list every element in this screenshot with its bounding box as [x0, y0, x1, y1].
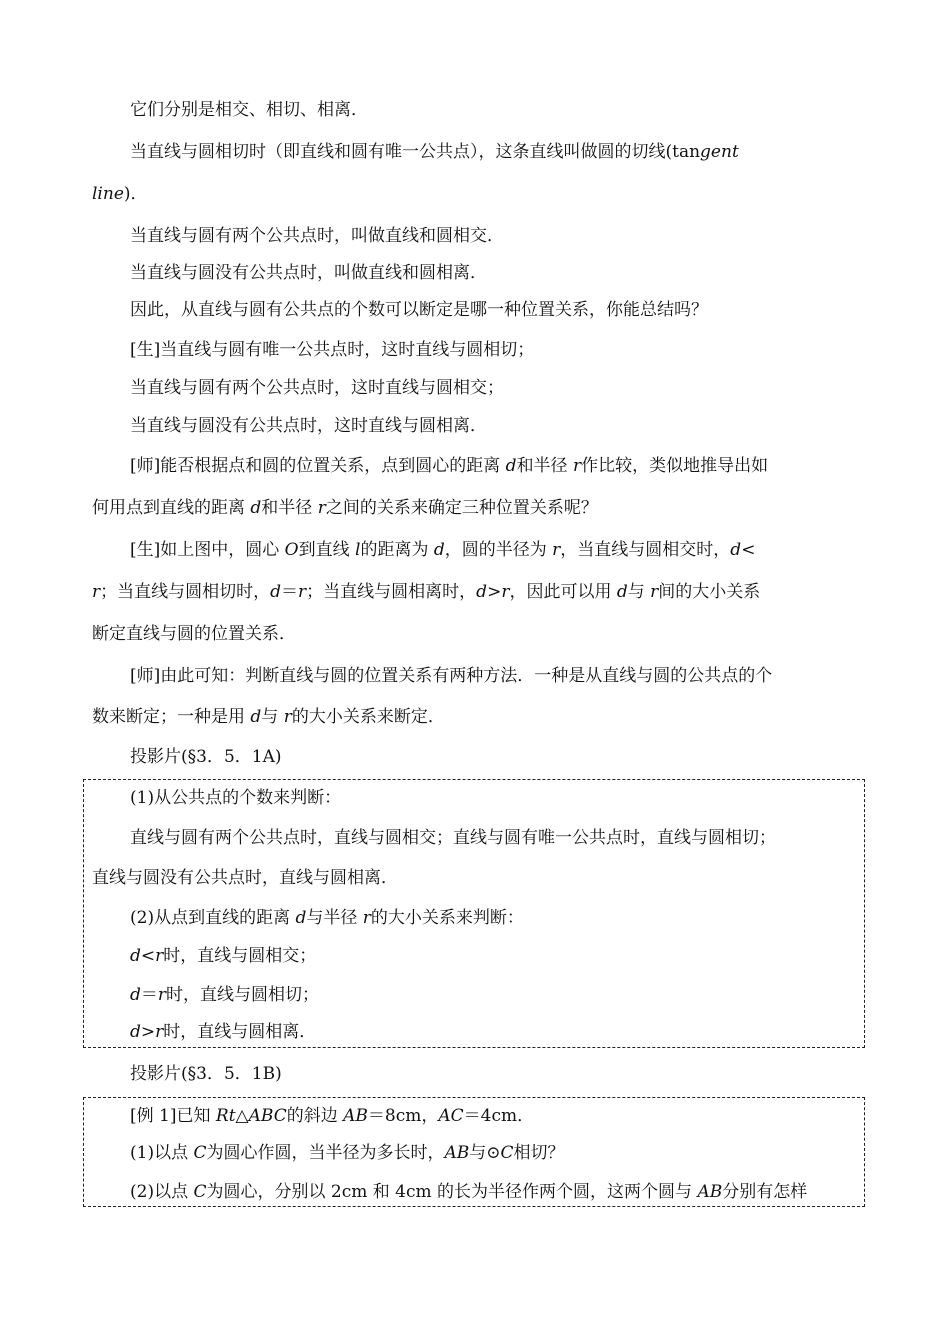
text: 何用点到直线的距离 — [92, 498, 251, 518]
text: 时，直线与圆相离． — [163, 1022, 317, 1042]
text: 和半径 — [261, 498, 318, 518]
paragraph-line — [130, 261, 867, 285]
text: 到直线 — [298, 540, 356, 560]
var-d: d — [730, 540, 742, 560]
var-r: r — [552, 540, 561, 560]
var-r: r — [155, 946, 164, 966]
text: 间的大小关系 — [658, 582, 761, 602]
box-line — [92, 866, 867, 890]
term-italic: C — [500, 1143, 514, 1163]
paragraph-line — [130, 664, 867, 688]
box-line — [130, 983, 867, 1007]
term-italic: AB — [697, 1182, 723, 1202]
term-italic: ABC — [248, 1106, 287, 1126]
text: 分别有怎样 — [722, 1182, 808, 1202]
paragraph-line — [92, 496, 867, 520]
box-line — [130, 786, 867, 810]
text: 和半径 — [516, 456, 573, 476]
paragraph-line — [92, 622, 867, 646]
term-italic: AB — [444, 1143, 470, 1163]
paragraph-line — [130, 298, 867, 322]
var-d: d — [433, 540, 445, 560]
text: 为圆心，分别以 2cm 和 4cm 的长为半径作两个圆，这两个圆与 — [206, 1182, 698, 1202]
text: ，当直线与圆相交时， — [560, 540, 731, 560]
text: 的斜边 — [286, 1106, 344, 1126]
var-o: O — [284, 540, 299, 560]
paragraph-line — [92, 182, 867, 206]
term-italic: AB — [343, 1106, 368, 1126]
text: 的距离为 — [360, 540, 434, 560]
box-line — [130, 906, 867, 930]
text: 当直线与圆没有公共点时，这时直线与圆相离． — [130, 416, 487, 436]
paragraph-line — [130, 376, 867, 400]
text: 直线与圆有两个公共点时，直线与圆相交；直线与圆有唯一公共点时，直线与圆相切； — [130, 828, 776, 848]
box-line — [130, 1141, 867, 1165]
term-italic: C — [193, 1182, 207, 1202]
text: ＝4cm． — [463, 1106, 535, 1126]
var-d: d — [505, 456, 517, 476]
text: [例 1]已知 — [130, 1106, 216, 1126]
symbol: 与⊙ — [469, 1143, 501, 1163]
text: (2)以点 — [130, 1182, 194, 1202]
paragraph-line — [92, 580, 867, 604]
text: 当直线与圆相切时（即直线和圆有唯一公共点），这条直线叫做圆的切线(tan — [130, 142, 701, 162]
text: )． — [123, 184, 148, 204]
box-line — [130, 944, 867, 968]
text: ；当直线与圆相切时， — [100, 582, 271, 602]
term-italic: line — [92, 184, 124, 204]
paragraph-line — [130, 538, 867, 562]
paragraph-line — [130, 454, 867, 478]
text: 与半径 — [306, 908, 363, 928]
var-d: d — [130, 1022, 141, 1042]
text: ，圆的半径为 — [444, 540, 553, 560]
var-r: r — [298, 582, 307, 602]
slide-caption-b — [130, 1062, 867, 1086]
var-d: d — [616, 582, 628, 602]
text: 当直线与圆有两个公共点时，这时直线与圆相交； — [130, 378, 504, 398]
var-d: d — [130, 985, 141, 1005]
text: [生]当直线与圆有唯一公共点时，这时直线与圆相切； — [130, 340, 535, 360]
text: 与 — [627, 582, 651, 602]
paragraph-line — [130, 224, 867, 248]
var-r: r — [362, 908, 371, 928]
box-line — [130, 1104, 867, 1128]
text: 直线与圆没有公共点时，直线与圆相离． — [92, 868, 398, 888]
var-d: d — [270, 582, 282, 602]
var-r: r — [650, 582, 659, 602]
text: 当直线与圆有两个公共点时，叫做直线和圆相交． — [130, 226, 504, 246]
text: [生]如上图中，圆心 — [130, 540, 285, 560]
paragraph-line — [130, 338, 867, 362]
text: 相切？ — [513, 1143, 565, 1163]
term-italic: gent — [700, 142, 739, 162]
var-r: r — [501, 582, 510, 602]
term-italic: C — [193, 1143, 207, 1163]
text: [师]由此可知：判断直线与圆的位置关系有两种方法．一种是从直线与圆的公共点的个 — [130, 666, 773, 686]
text: 时，直线与圆相切； — [166, 985, 320, 1005]
var-r: r — [157, 985, 167, 1005]
text: 之间的关系来确定三种位置关系呢？ — [325, 498, 598, 518]
text: 作比较，类似地推导出如 — [581, 456, 769, 476]
symbol: < — [741, 540, 756, 560]
var-r: r — [283, 707, 292, 727]
box-line — [130, 1180, 867, 1204]
var-r: r — [572, 456, 582, 476]
symbol: ＝ — [281, 582, 299, 602]
box-line — [130, 826, 867, 850]
text: ＝8cm， — [367, 1106, 439, 1126]
text: (2)从点到直线的距离 — [130, 908, 296, 928]
text: (1)从公共点的个数来判断： — [130, 788, 342, 808]
text: 因此，从直线与圆有公共点的个数可以断定是哪一种位置关系，你能总结吗？ — [130, 300, 708, 320]
var-d: d — [476, 582, 488, 602]
text: ；当直线与圆相离时， — [306, 582, 477, 602]
symbol: > — [140, 1022, 156, 1042]
text: 数来断定；一种是用 — [92, 707, 251, 727]
symbol: △ — [235, 1106, 249, 1126]
symbol: < — [140, 946, 156, 966]
text: 为圆心作圆，当半径为多长时， — [206, 1143, 445, 1163]
var-r: r — [92, 582, 101, 602]
text: 的大小关系来判断： — [370, 908, 524, 928]
slide-caption-a — [130, 745, 867, 769]
text: 投影片(§3．5．1A) — [130, 747, 282, 767]
text: ，因此可以用 — [509, 582, 617, 602]
text: 投影片(§3．5．1B) — [130, 1064, 282, 1084]
symbol: > — [487, 582, 502, 602]
paragraph-line — [92, 705, 867, 729]
var-d: d — [250, 498, 262, 518]
symbol: ＝ — [140, 985, 158, 1005]
text: 当直线与圆没有公共点时，叫做直线和圆相离． — [130, 263, 487, 283]
paragraph-line — [130, 98, 867, 122]
var-r: r — [317, 498, 326, 518]
text: 的大小关系来断定． — [291, 707, 445, 727]
text: 它们分别是相交、相切、相离． — [130, 100, 368, 120]
paragraph-line — [130, 414, 867, 438]
var-l: l — [355, 540, 361, 560]
var-d: d — [130, 946, 141, 966]
term-italic: Rt — [215, 1106, 236, 1126]
var-d: d — [250, 707, 262, 727]
paragraph-line — [130, 140, 867, 164]
text: 与 — [261, 707, 284, 727]
text: [师]能否根据点和圆的位置关系，点到圆心的距离 — [130, 456, 506, 476]
box-line — [130, 1020, 867, 1044]
var-d: d — [295, 908, 307, 928]
text: (1)以点 — [130, 1143, 194, 1163]
var-r: r — [155, 1022, 164, 1042]
text: 断定直线与圆的位置关系． — [92, 624, 296, 644]
term-italic: AC — [438, 1106, 464, 1126]
text: 时，直线与圆相交； — [163, 946, 317, 966]
